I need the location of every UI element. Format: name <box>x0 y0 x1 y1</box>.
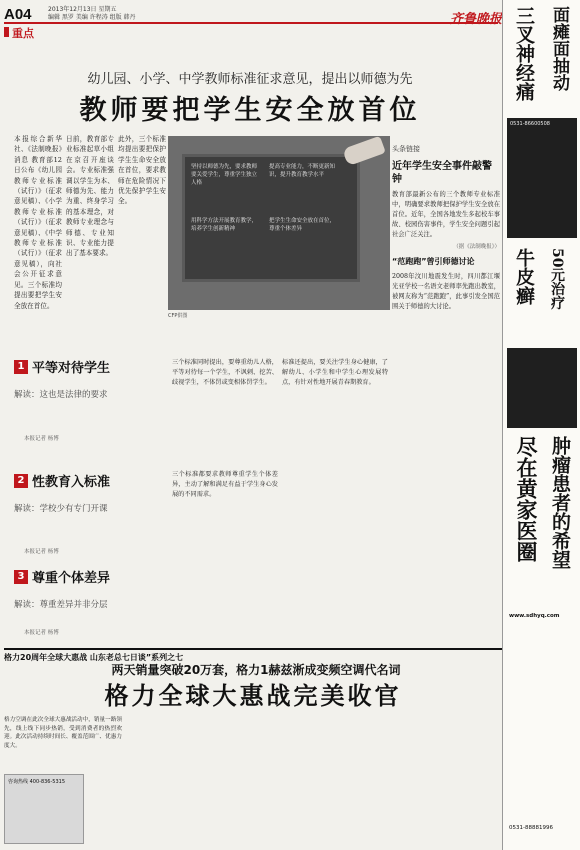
board-text-1: 坚持以师德为先，要求教师要关爱学生，尊重学生独立人格 <box>191 164 258 186</box>
point-number: 1 <box>14 360 28 374</box>
point-explain: 解读：这也是法律的要求 <box>14 390 108 400</box>
sidebar-body: 教育部最新公布的三个教师专业标准中，明确要求教师把保护学生安全放在首位。近年，全国各地发生多起校车事故、校园伤害事件，学生安全问题引起社会广泛关注。 <box>392 191 500 238</box>
point-2-reporter: 本报记者 杨博 <box>24 549 59 555</box>
body-column-2: 标准还提出，要关注学生身心健康，了解幼儿、小学生和中学生心理发展特点，有针对性地开展青春期教育。 <box>282 359 388 386</box>
ad-tel: 0531-86600508 <box>510 121 550 127</box>
ad-subheadline: 两天销量突破20万套，格力1赫兹淅成变频空调代名词 <box>111 663 401 677</box>
lead-column-2: 日前，教育部专业标准起草小组在京召开座谈会。专业标准强调以学生为本、师德为先、能力为重、终身学习的基本理念，对教师专业理念与师德、专业知识、专业能力提出了基本要求。 <box>66 135 114 258</box>
point-number: 2 <box>14 474 28 488</box>
point-title: 平等对待学生 <box>32 361 111 376</box>
board-text-4: 把学生生命安全放在首位，尊重个体差异 <box>269 218 336 232</box>
board-text-2: 提高专业能力，不断更新知识，提升教育教学水平 <box>269 164 336 178</box>
article-subheadline: 幼儿园、小学、中学教师标准征求意见，提出以师德为先 <box>87 72 413 87</box>
body-column-3: 三个标准都要求教师尊重学生个体差异，主动了解和满足有益于学生身心发展的不同需求。 <box>172 471 278 498</box>
board-text-3: 用科学方法开展教育教学，培养学生创新精神 <box>191 218 258 232</box>
point-title: 性教育入标准 <box>32 475 111 490</box>
ad-hotline: 0531-88881996 <box>509 825 553 831</box>
ad-contact-box: 咨询热线 400-836-5315 <box>4 774 84 844</box>
chalkboard <box>182 154 360 282</box>
point-3-reporter: 本报记者 杨博 <box>24 630 59 636</box>
gree-advertorial <box>4 648 502 846</box>
ad-price: 50元治疗 <box>549 248 565 310</box>
sidebar-source: （据《法制晚报》） <box>453 244 500 250</box>
lead-column-3: 此外，三个标准均提出要把保护学生生命安全放在首位，要求教师在危险情况下优先保护学生安全。 <box>118 135 166 206</box>
page-number: A04 <box>4 6 32 23</box>
hand-with-chalk <box>342 136 386 166</box>
editors-line: 编辑 黑罗 美编 许程涛 组版 韩丹 <box>48 14 136 21</box>
newspaper-logo: 齐鲁晚报 <box>449 12 502 27</box>
section-tag: 重点 <box>4 25 34 41</box>
article-headline: 教师要把学生安全放首位 <box>79 95 421 126</box>
ad-series-line: 格力20周年全球大惠战 山东老总七日谈”系列之七 <box>4 648 502 663</box>
section-bar <box>4 22 498 38</box>
date-line: 2013年12月13日 星期五 <box>48 6 117 13</box>
ad-dark-box-1 <box>507 118 577 238</box>
body-column-1: 三个标准同时提出，要尊重幼儿人格，平等对待每一个学生，不讽刺、挖苦、歧视学生，不体罚或变相体罚学生。 <box>172 359 278 386</box>
lead-column-1: 本报综合新华社、《法制晚报》消息 教育部12日公布《幼儿园教师专业标准（试行）》（征求意见稿）、《小学教师专业标准（试行）》（征求意见稿）、《中学教师专业标准（试行）》（征求意见稿），向社会公开征求意见。三个标准均提出要把学生安全放在首位。 <box>14 135 62 310</box>
header-meta <box>48 6 136 22</box>
sidebar-kicker: 头条链接 <box>392 145 420 153</box>
point-explain: 解读：尊重差异并非分层 <box>14 600 108 610</box>
ad-title-tumor: 肿瘤患者的希望 <box>549 436 571 569</box>
sidebar-title: 近年学生安全事件敲警钟 <box>392 161 492 185</box>
point-3 <box>14 566 164 610</box>
chalkboard-photo <box>168 136 390 310</box>
ad-title-facial: 面瘫面抽动 <box>549 6 569 91</box>
point-number: 3 <box>14 570 28 584</box>
point-title: 尊重个体差异 <box>32 571 111 586</box>
ad-dark-box-2 <box>507 348 577 428</box>
point-explain: 解读：学校少有专门开课 <box>14 504 108 514</box>
ad-title-psoriasis: 牛皮癣 <box>513 248 535 305</box>
point-1-reporter: 本报记者 杨博 <box>24 436 59 442</box>
photo-caption: CFP供图 <box>168 313 188 319</box>
ad-title-trigeminal: 三叉神经痛 <box>513 6 535 101</box>
ad-headline: 格力全球大惠战完美收官 <box>104 682 402 710</box>
point-2 <box>14 470 164 514</box>
sidebar-sub-body: 2008年汶川地震发生时，四川都江堰光亚学校一名语文老师率先跑出教室，被网友称为“范跑跑”，此事引发全国范围关于师德的大讨论。 <box>392 273 500 310</box>
ad-title-huangjia: 尽在黄家医圈 <box>514 436 539 562</box>
sidebar-link-box <box>392 144 500 312</box>
point-1 <box>14 356 164 400</box>
right-ad-strip <box>502 0 580 850</box>
ad-website: www.sdhyq.com <box>509 613 560 619</box>
sidebar-subtitle: “范跑跑”曾引师德讨论 <box>392 257 475 266</box>
ad-column: 格力空调在此次全球大惠战活动中，销量一路领先，线上线下同步热销，受到消费者的热烈欢迎。此次活动持续时间长、覆盖范围广、优惠力度大。 <box>4 717 122 749</box>
